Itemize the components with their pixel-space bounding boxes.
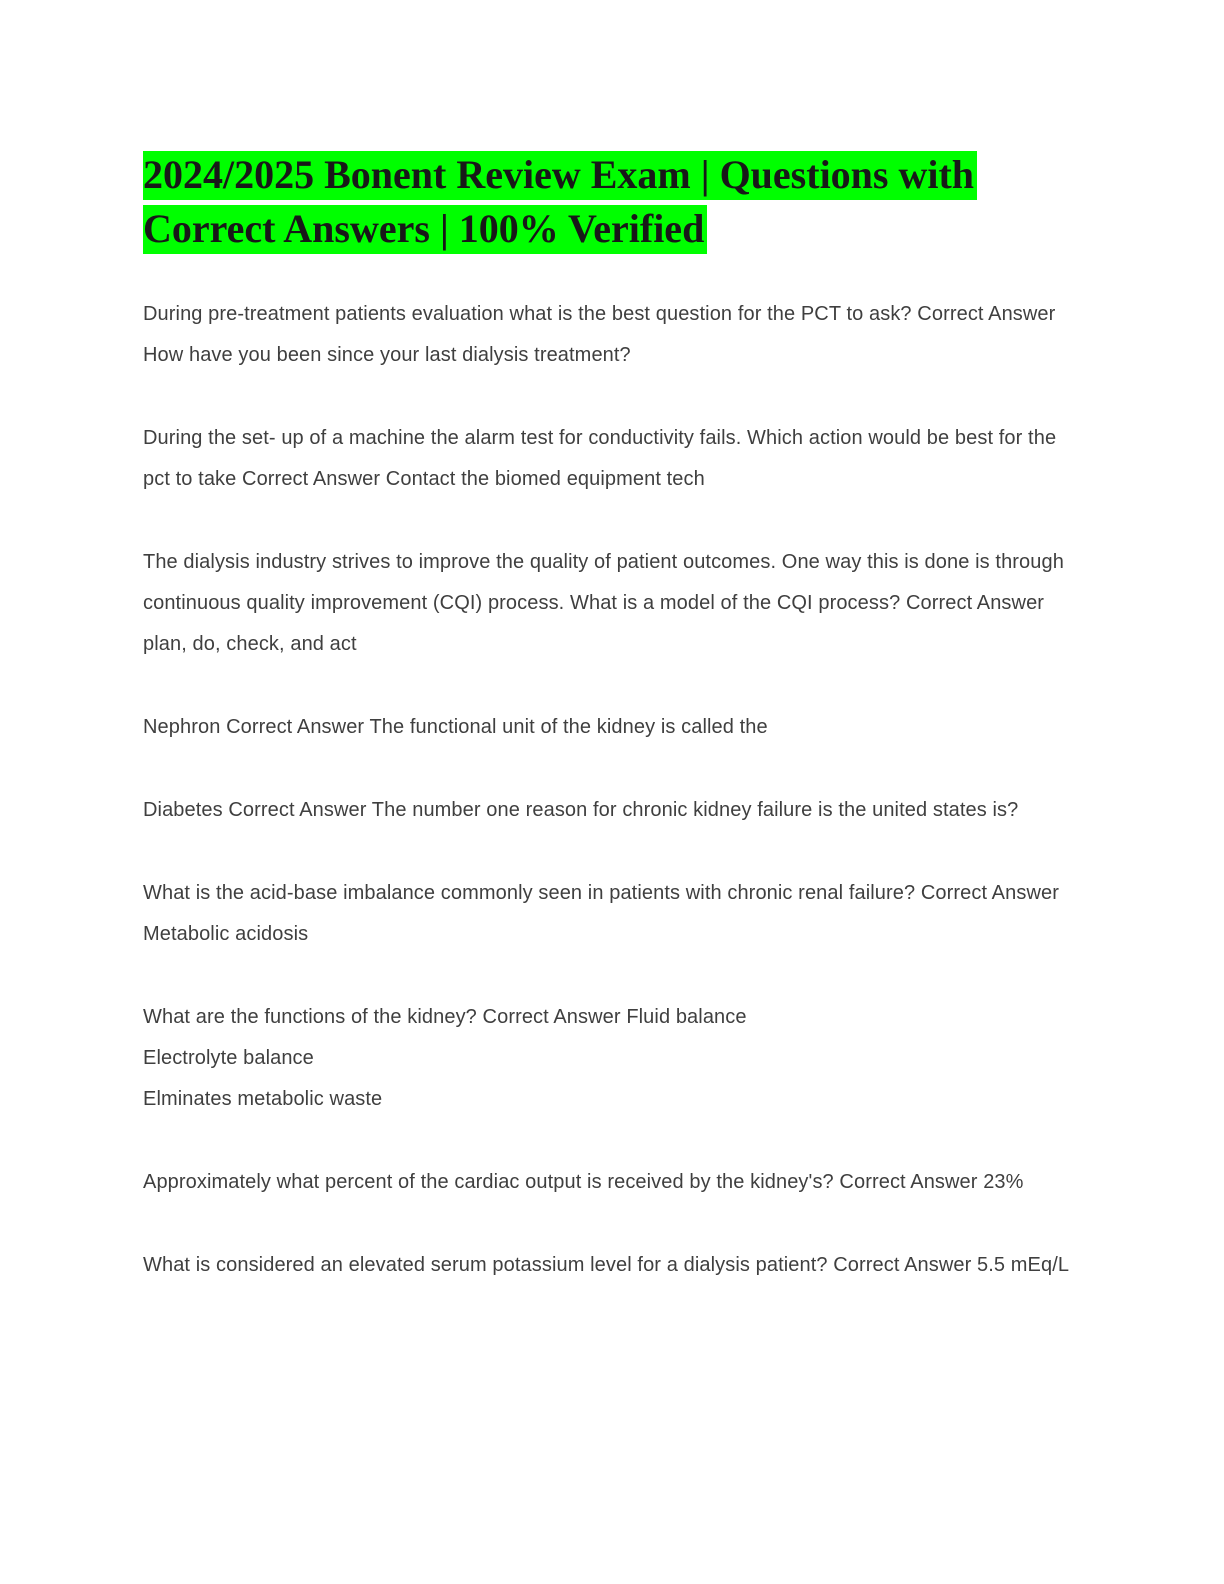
qa-paragraph — [143, 873, 1081, 955]
title-highlight: 2024/2025 Bonent Review Exam | Questions with Correct Answers | 100% Verified — [143, 151, 977, 254]
qa-paragraph — [143, 790, 1081, 831]
qa-line: Diabetes Correct Answer The number one reason for chronic kidney failure is the united states is? — [143, 799, 1019, 821]
qa-paragraph — [143, 707, 1081, 748]
qa-line: Elminates metabolic waste — [143, 1088, 383, 1110]
qa-paragraph — [143, 997, 1081, 1120]
qa-paragraph — [143, 542, 1081, 665]
document-title — [143, 148, 1084, 256]
qa-line: The dialysis industry strives to improve the quality of patient outcomes. One way this is done is through continuous quality improvement (CQI) process. What is a model of the CQI process? Correct Answer plan, do, check, and act — [143, 551, 1064, 655]
qa-list — [143, 294, 1081, 1286]
qa-line: What is considered an elevated serum potassium level for a dialysis patient? Correct Answer 5.5 mEq/L — [143, 1254, 1070, 1276]
qa-line: What is the acid-base imbalance commonly seen in patients with chronic renal failure? Correct Answer Metabolic acidosis — [143, 882, 1059, 945]
qa-paragraph — [143, 418, 1081, 500]
qa-paragraph — [143, 1162, 1081, 1203]
qa-paragraph — [143, 1245, 1081, 1286]
qa-line: During the set- up of a machine the alarm test for conductivity fails. Which action would be best for the pct to take Correct Answer Contact the biomed equipment tech — [143, 427, 1057, 490]
qa-line: Approximately what percent of the cardiac output is received by the kidney's? Correct Answer 23% — [143, 1171, 1024, 1193]
qa-line: Nephron Correct Answer The functional unit of the kidney is called the — [143, 716, 768, 738]
qa-line: Electrolyte balance — [143, 1047, 314, 1069]
qa-line: During pre-treatment patients evaluation what is the best question for the PCT to ask? Correct Answer How have you been since your last dialysis treatment? — [143, 303, 1056, 366]
qa-paragraph — [143, 294, 1081, 376]
qa-line: What are the functions of the kidney? Correct Answer Fluid balance — [143, 1006, 747, 1028]
